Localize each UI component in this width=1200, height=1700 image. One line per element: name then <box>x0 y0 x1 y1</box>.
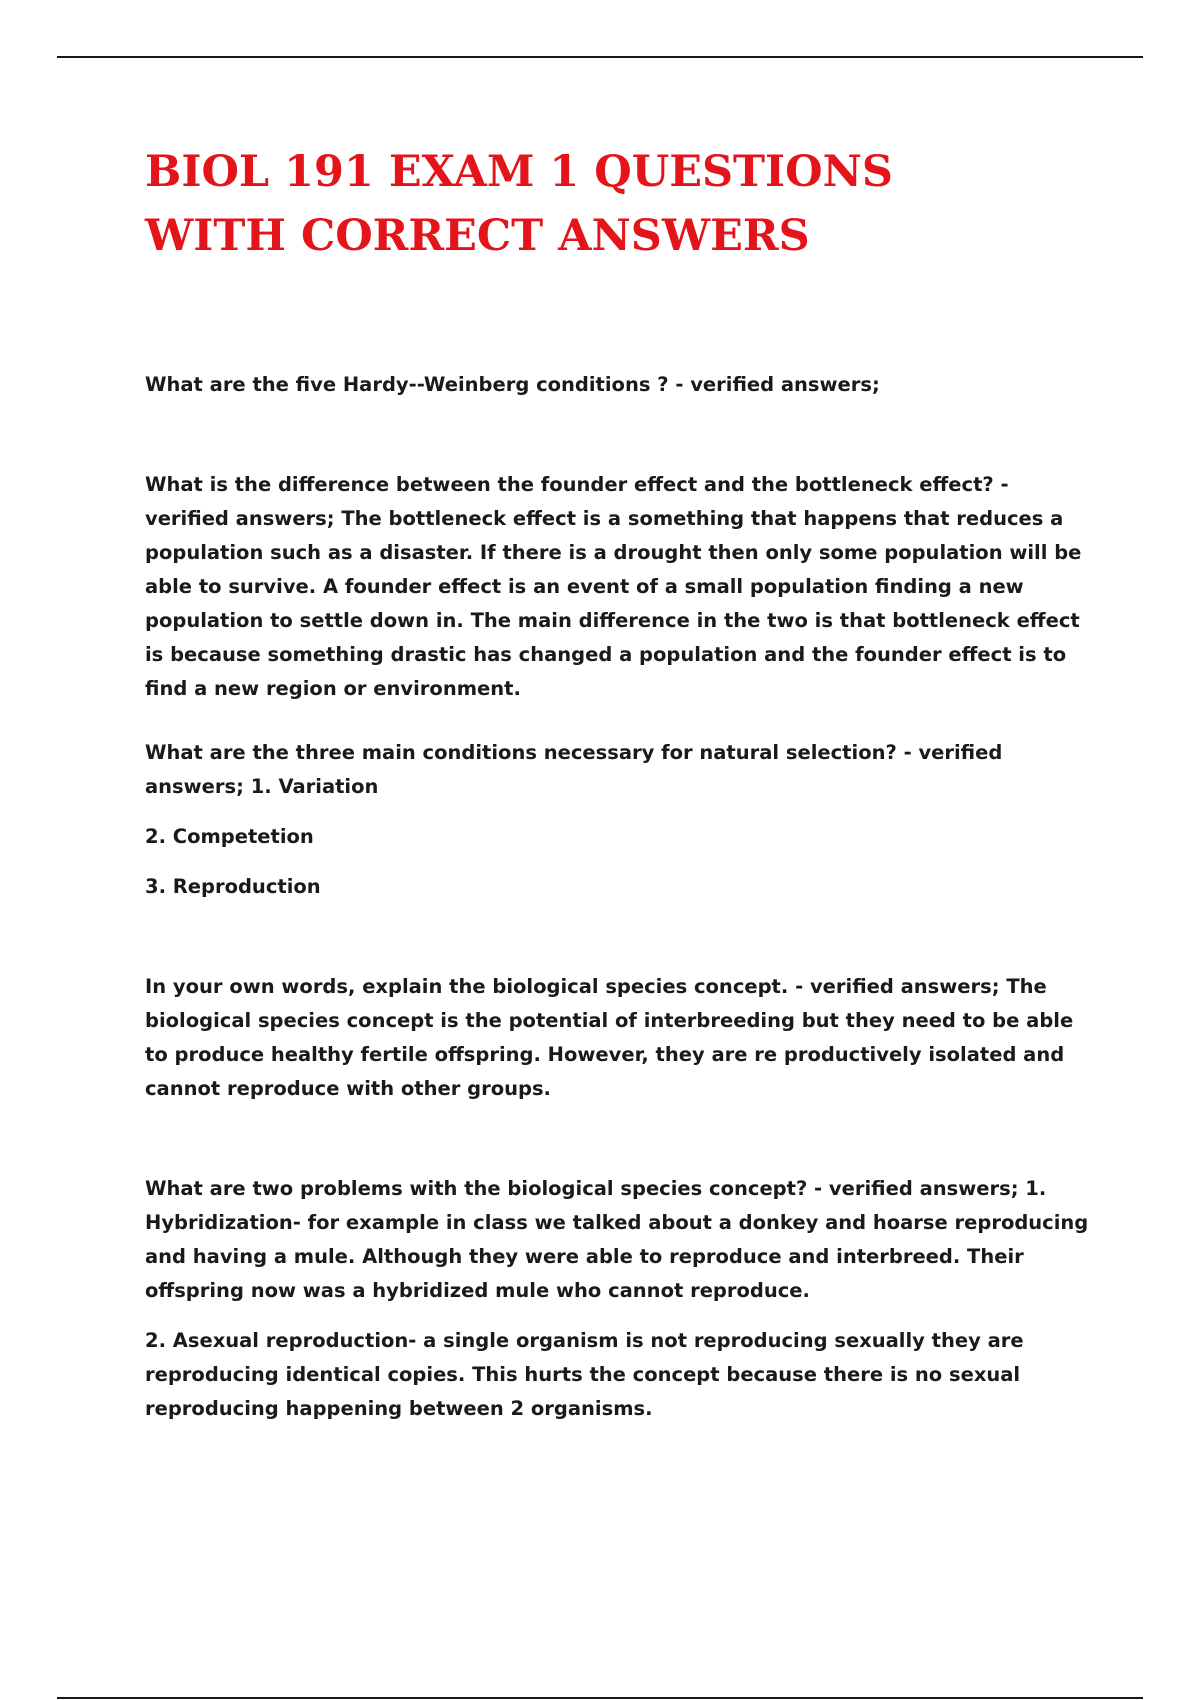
qa-list-item: 2. Asexual reproduction- a single organism is not reproducing sexually they are reproducing identical copies. This hurts the concept because there is no sexual reproducing happening between 2 organisms. <box>145 1329 1024 1420</box>
qa-item-hardy-weinberg <box>145 368 1090 402</box>
qa-text: What is the difference between the founder effect and the bottleneck effect? - verified answers; The bottleneck effect is a something that happens that reduces a population such as a disaster. If there is a drought then only some population will be able to survive. A founder effect is an event of a small population finding a new population to settle down in. The main difference in the two is that bottleneck effect is because something drastic has changed a population and the founder effect is to find a new region or environment. <box>145 473 1082 700</box>
qa-text: What are the three main conditions necessary for natural selection? - verified answers; 1. Variation <box>145 741 1003 798</box>
bottom-divider <box>57 1697 1143 1699</box>
qa-list-item: 2. Competetion <box>145 825 314 848</box>
qa-list-item: 3. Reproduction <box>145 875 321 898</box>
page-title: BIOL 191 EXAM 1 QUESTIONS WITH CORRECT ANSWERS <box>145 147 893 261</box>
qa-text: What are two problems with the biological species concept? - verified answers; 1. Hybridization- for example in class we talked about a donkey and hoarse reproducing and having a mule. Although they were able to reproduce and interbreed. Their offspring now was a hybridized mule who cannot reproduce. <box>145 1177 1089 1302</box>
qa-item-natural-selection <box>145 736 1090 904</box>
qa-text: What are the five Hardy--Weinberg conditions ? - verified answers; <box>145 373 880 396</box>
qa-item-species-concept-problems <box>145 1172 1090 1426</box>
qa-item-species-concept <box>145 970 1090 1106</box>
qa-text: In your own words, explain the biological species concept. - verified answers; The biological species concept is the potential of interbreeding but they need to be able to produce healthy fertile offspring. However, they are re productively isolated and cannot reproduce with other groups. <box>145 975 1074 1100</box>
qa-item-founder-bottleneck <box>145 468 1090 706</box>
top-divider <box>57 56 1143 58</box>
